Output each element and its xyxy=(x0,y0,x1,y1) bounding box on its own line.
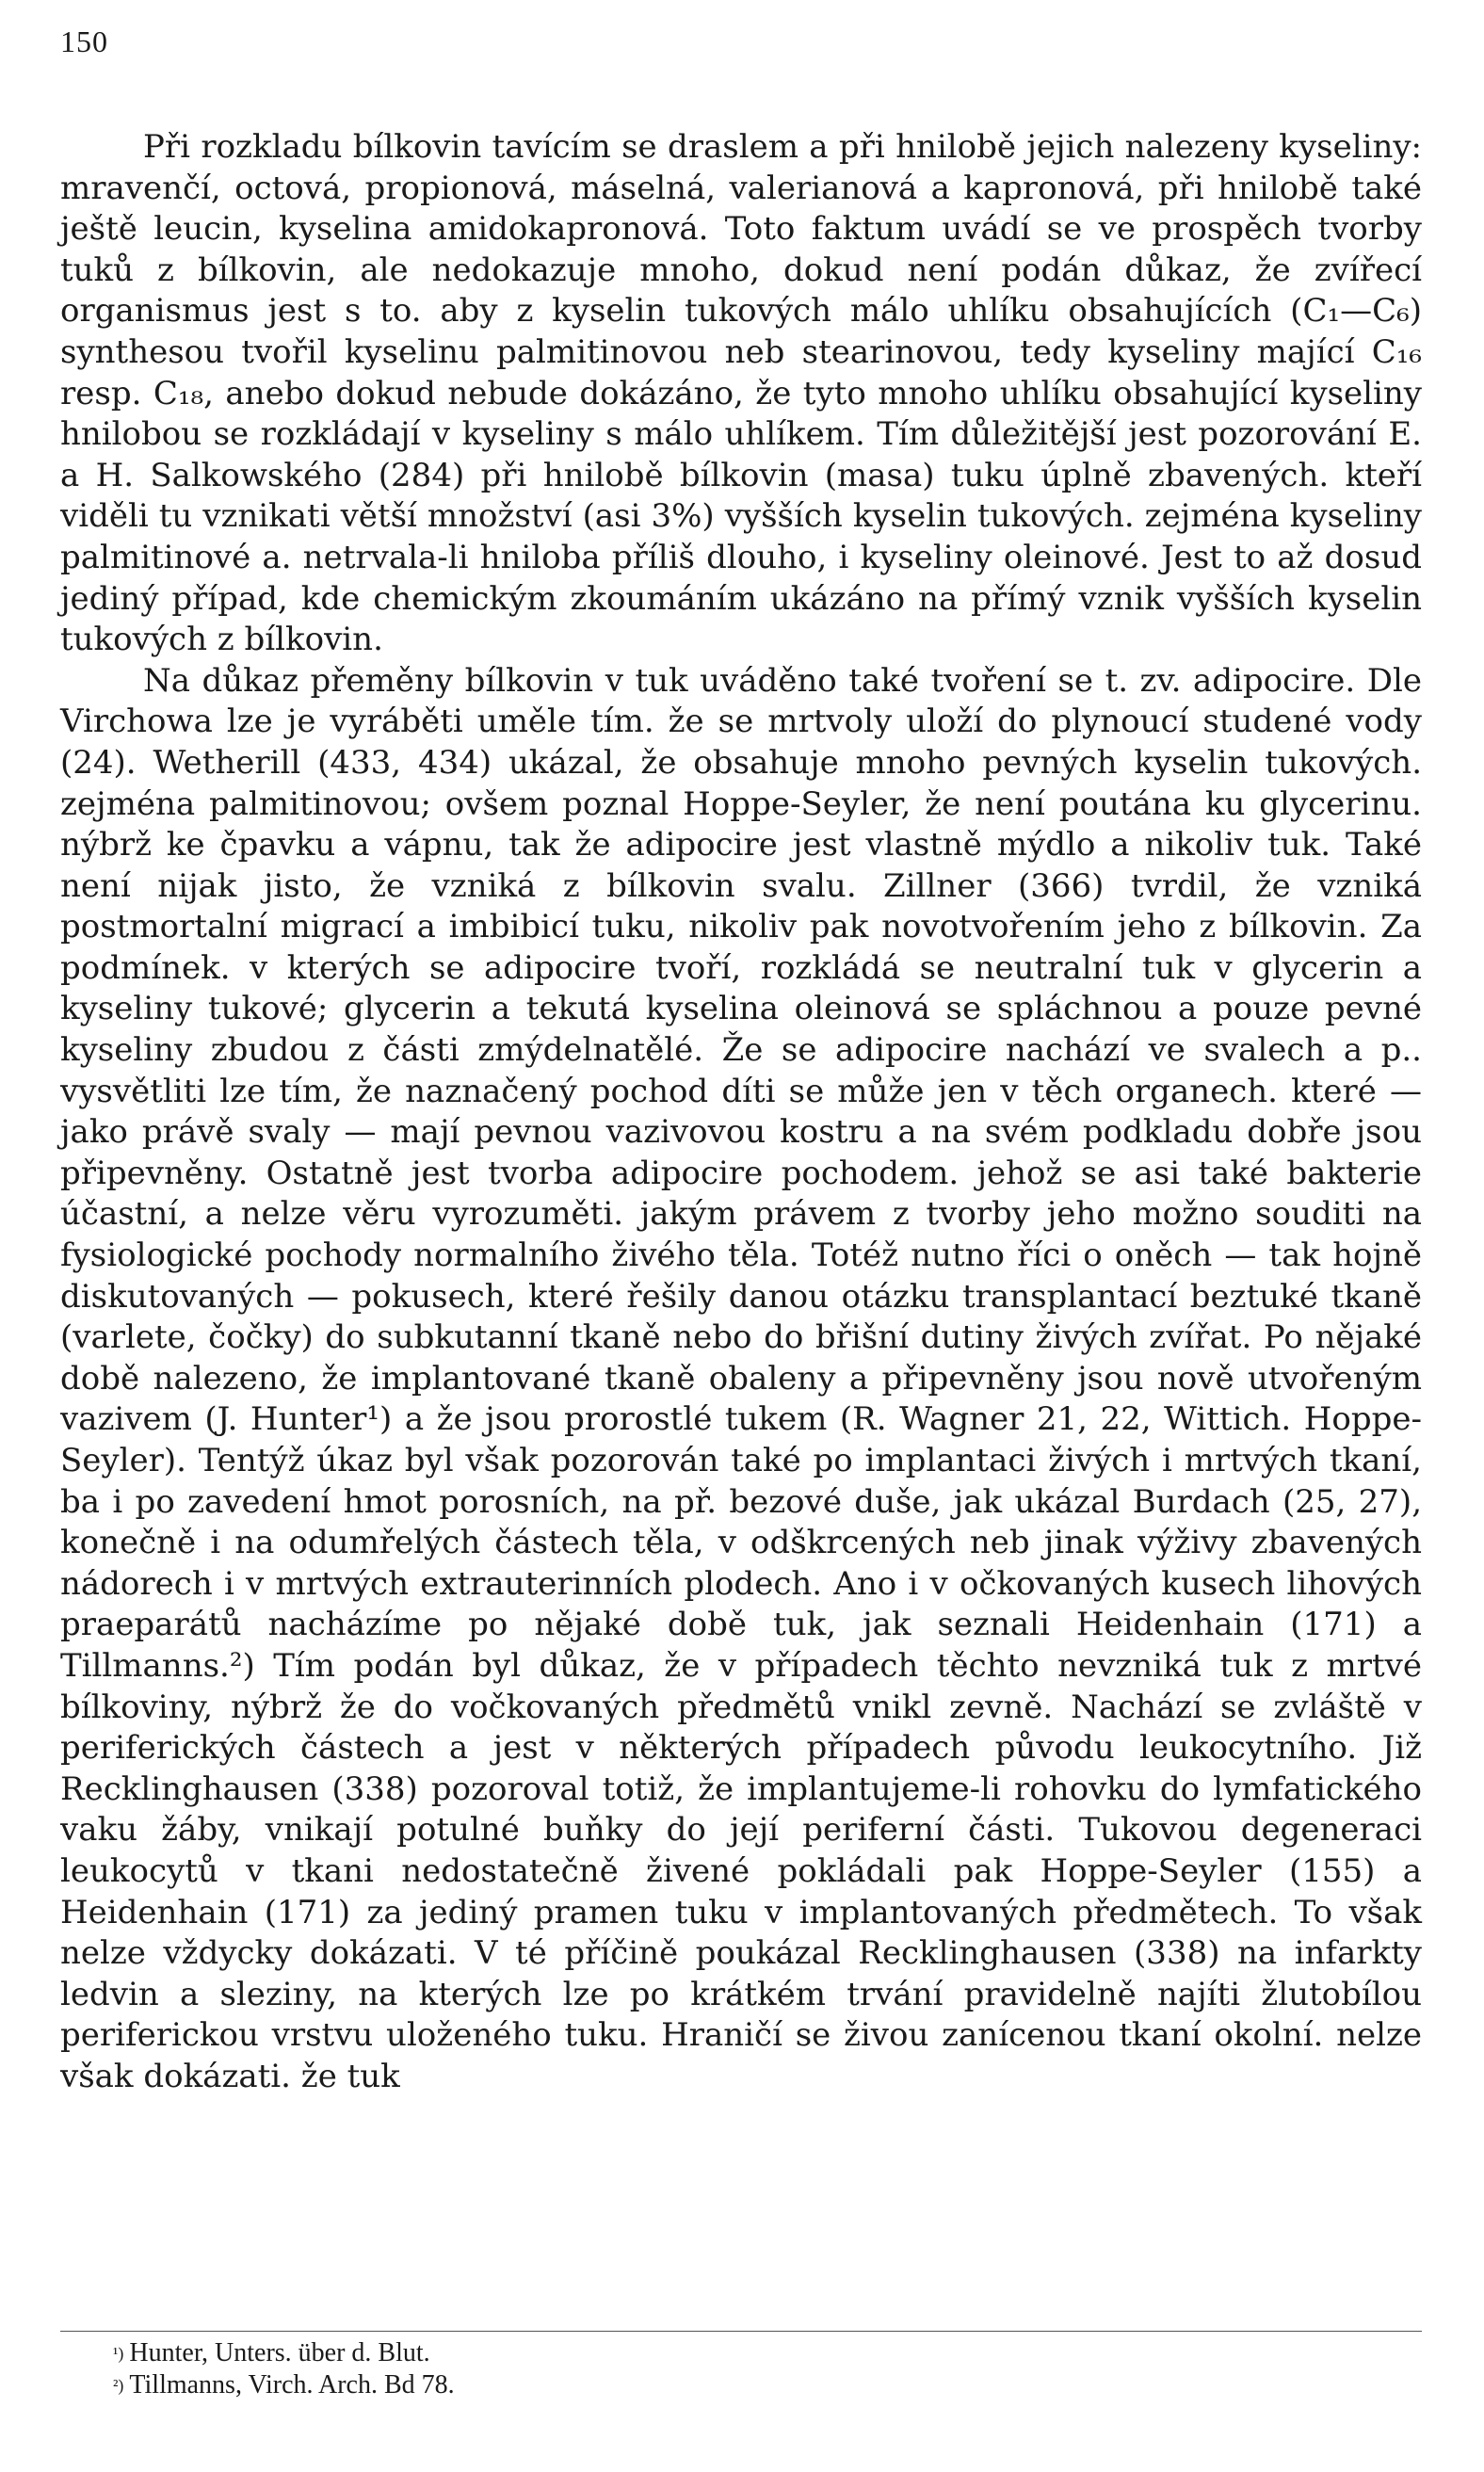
footnotes xyxy=(60,2331,1422,2401)
footnote-1 xyxy=(60,2337,1422,2369)
footnote-2 xyxy=(60,2369,1422,2401)
footnote-2-text: Tillmanns, Virch. Arch. Bd 78. xyxy=(129,2370,455,2399)
page-body xyxy=(60,127,1422,2098)
footnote-1-mark: ¹) xyxy=(113,2344,124,2363)
footnote-2-mark: ²) xyxy=(113,2376,124,2395)
paragraph-1: Při rozkladu bílkovin tavícím se draslem a při hnilobě jejich nalezeny kyseliny: mravenčí, octová, propionová, máselná, valerianová a kapronová, při hnilobě také ještě leucin, kyselina amidokapronová. Toto faktum uvádí se ve prospěch tvorby tuků z bílkovin, ale nedokazuje mnoho, dokud není podán důkaz, že zvířecí organismus jest s to. aby z kyselin tukových málo uhlíku obsahujících (C₁—C₆) synthesou tvořil kyselinu palmitinovou neb stearinovou, tedy kyseliny mající C₁₆ resp. C₁₈, anebo dokud nebude dokázáno, že tyto mnoho uhlíku obsahující kyseliny hnilobou se rozkládají v kyseliny s málo uhlíkem. Tím důležitější jest pozorování E. a H. Salkowského (284) při hnilobě bílkovin (masa) tuku úplně zbavených. kteří viděli tu vznikati větší množství (asi 3%) vyšších kyselin tukových. zejména kyseliny palmitinové a. netrvala-li hniloba příliš dlouho, i kyseliny oleinové. Jest to až dosud jediný případ, kde chemickým zkoumáním ukázáno na přímý vznik vyšších kyselin tukových z bílkovin. xyxy=(60,128,1422,659)
footnote-1-text: Hunter, Unters. über d. Blut. xyxy=(129,2338,430,2367)
paragraph-2: Na důkaz přeměny bílkovin v tuk uváděno také tvoření se t. zv. adipocire. Dle Virchowa lze je vyráběti uměle tím. že se mrtvoly uloží do plynoucí studené vody (24). Wetherill (433, 434) ukázal, že obsahuje mnoho pevných kyselin tukových. zejména palmitinovou; ovšem poznal Hoppe-Seyler, že není poutána ku glycerinu. nýbrž ke čpavku a vápnu, tak že adipocire jest vlastně mýdlo a nikoliv tuk. Také není nijak jisto, že vzniká z bílkovin svalu. Zillner (366) tvrdil, že vzniká postmortalní migrací a imbibicí tuku, nikoliv pak novotvořením jeho z bílkovin. Za podmínek. v kterých se adipocire tvoří, rozkládá se neutralní tuk v glycerin a kyseliny tukové; glycerin a tekutá kyselina oleinová se spláchnou a pouze pevné kyseliny zbudou z části zmýdelnatělé. Že se adipocire nachází ve svalech a p.. vysvětliti lze tím, že naznačený pochod díti se může jen v těch organech. které — jako právě svaly — mají pevnou vazivovou kostru a na svém podkladu dobře jsou připevněny. Ostatně jest tvorba adipocire pochodem. jehož se asi také bakterie účastní, a nelze věru vyrozuměti. jakým právem z tvorby jeho možno souditi na fysiologické pochody normalního živého těla. Totéž nutno říci o oněch — tak hojně diskutovaných — pokusech, které řešily danou otázku transplantací beztuké tkaně (varlete, čočky) do subkutanní tkaně nebo do břišní dutiny živých zvířat. Po nějaké době nalezeno, že implantované tkaně obaleny a připevněny jsou nově utvořeným vazivem (J. Hunter¹) a že jsou prorostlé tukem (R. Wagner 21, 22, Wittich. Hoppe-Seyler). Tentýž úkaz byl však pozorován také po implantaci živých i mrtvých tkaní, ba i po zavedení hmot porosních, na př. bezové duše, jak ukázal Burdach (25, 27), konečně i na odumřelých částech těla, v odškrcených neb jinak výživy zbavených nádorech i v mrtvých extrauterinních plodech. Ano i v očkovaných kusech lihových praeparátů nacházíme po nějaké době tuk, jak seznali Heidenhain (171) a Tillmanns.²) Tím podán byl důkaz, že v případech těchto nevzniká tuk z mrtvé bílkoviny, nýbrž že do vočkovaných předmětů vnikl zevně. Nachází se zvláště v periferických částech a jest v některých případech původu leukocytního. Již Recklinghausen (338) pozoroval totiž, že implantujeme-li rohovku do lymfatického vaku žáby, vnikají potulné buňky do její periferní části. Tukovou degeneraci leukocytů v tkani nedostatečně živené pokládali pak Hoppe-Seyler (155) a Heidenhain (171) za jediný pramen tuku v implantovaných předmětech. To však nelze vždycky dokázati. V té příčině poukázal Recklinghausen (338) na infarkty ledvin a sleziny, na kterých lze po krátkém trvání pravidelně najíti žlutobílou periferickou vrstvu uloženého tuku. Hraničí se živou zanícenou tkaní okolní. nelze však dokázati. že tuk xyxy=(60,661,1422,2095)
page-number: 150 xyxy=(60,24,108,58)
